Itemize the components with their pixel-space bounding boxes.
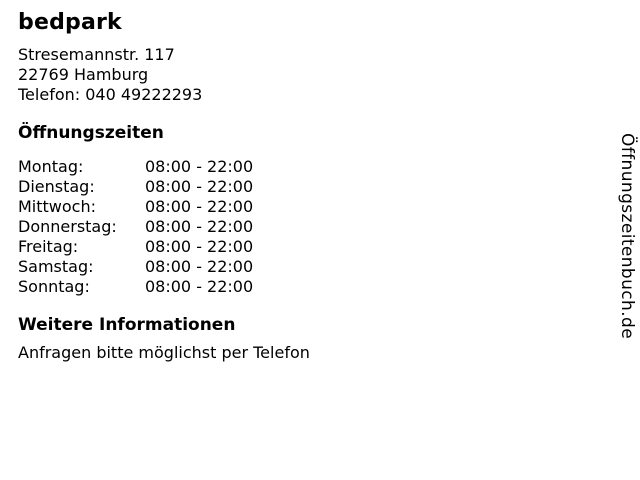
phone-line: Telefon: 040 49222293 — [18, 85, 203, 104]
hours-row-saturday — [18, 257, 310, 277]
hours-row-thursday — [18, 217, 310, 237]
hours-row-friday — [18, 237, 310, 257]
opening-hours-table — [18, 157, 310, 297]
address-street: Stresemannstr. 117 — [18, 45, 175, 64]
day-hours: 08:00 - 22:00 — [145, 237, 254, 256]
day-label: Freitag: — [18, 237, 79, 256]
hours-row-tuesday — [18, 177, 310, 197]
site-brand-link[interactable]: Öffnungszeitenbuch.de — [617, 133, 637, 340]
day-label: Mittwoch: — [18, 197, 96, 216]
day-label: Sonntag: — [18, 277, 90, 296]
day-hours: 08:00 - 22:00 — [145, 157, 254, 176]
day-label: Dienstag: — [18, 177, 95, 196]
hours-row-sunday — [18, 277, 310, 297]
day-label: Samstag: — [18, 257, 94, 276]
day-label: Donnerstag: — [18, 217, 117, 236]
more-info-heading: Weitere Informationen — [18, 315, 236, 335]
business-address-block — [18, 45, 310, 105]
day-label: Montag: — [18, 157, 84, 176]
more-info-text: Anfragen bitte möglichst per Telefon — [18, 343, 310, 362]
day-hours: 08:00 - 22:00 — [145, 257, 254, 276]
day-hours: 08:00 - 22:00 — [145, 177, 254, 196]
address-city: 22769 Hamburg — [18, 65, 149, 84]
hours-row-monday — [18, 157, 310, 177]
day-hours: 08:00 - 22:00 — [145, 277, 254, 296]
business-name: bedpark — [18, 10, 122, 35]
main-content — [18, 0, 310, 363]
opening-hours-heading: Öffnungszeiten — [18, 123, 164, 143]
hours-row-wednesday — [18, 197, 310, 217]
day-hours: 08:00 - 22:00 — [145, 217, 254, 236]
day-hours: 08:00 - 22:00 — [145, 197, 254, 216]
